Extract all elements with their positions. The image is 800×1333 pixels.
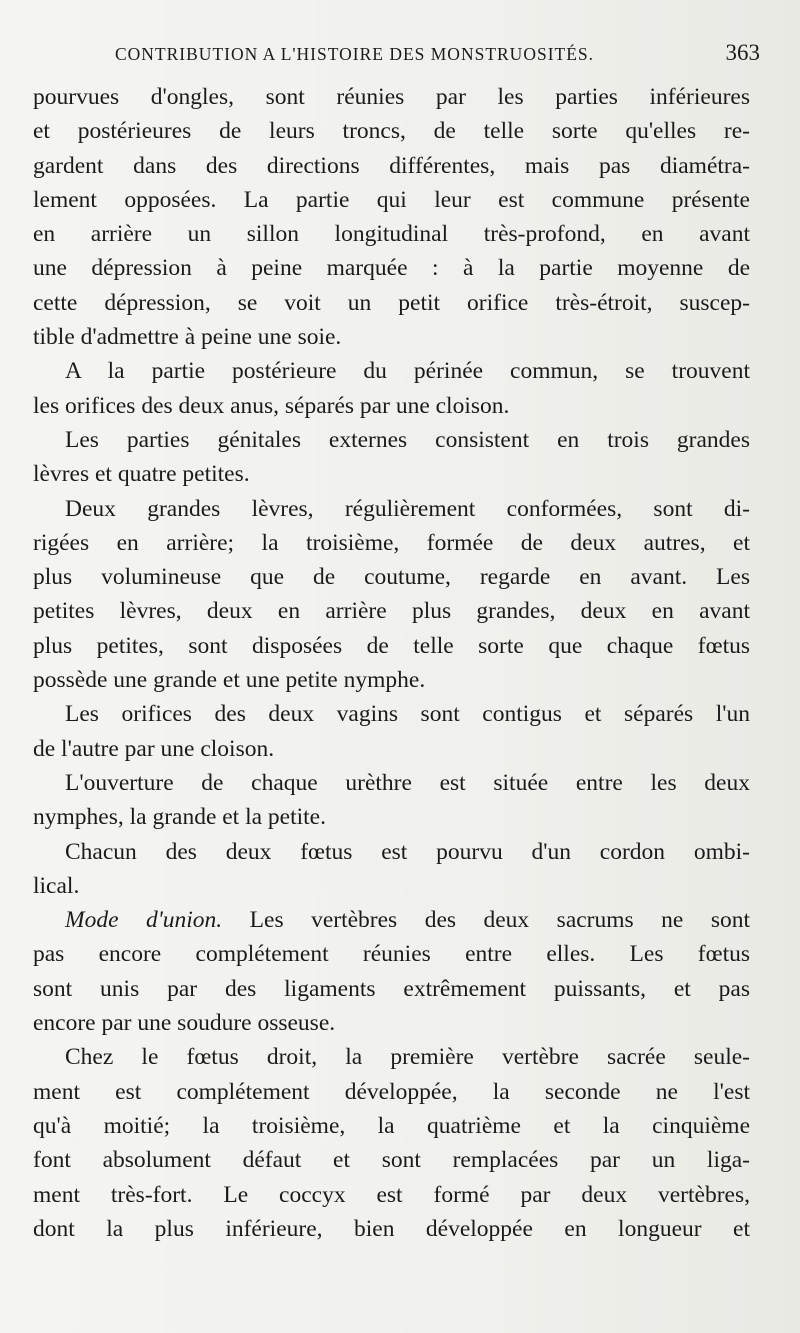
text-line: dont la plus inférieure, bien développée en longueur et [33,1215,750,1242]
text-line: qu'à moitié; la troisième, la quatrième et la cinquième [33,1112,750,1139]
text-line: plus volumineuse que de coutume, regarde en avant. Les [33,564,750,591]
text-line-rest: Les vertèbres des deux sacrums ne sont [222,907,751,934]
running-title: CONTRIBUTION A L'HISTOIRE DES MONSTRUOSITÉS. [115,44,595,64]
text-line: Les orifices des deux vagins sont contigus et séparés l'un [65,701,750,728]
text-line: les orifices des deux anus, séparés par une cloison. [33,392,510,419]
text-line: Deux grandes lèvres, régulièrement conformées, sont di- [65,495,750,522]
text-line: nymphes, la grande et la petite. [33,804,326,831]
running-head [115,40,760,70]
section-lead: Mode d'union. [65,907,223,934]
text-line: en arrière un sillon longitudinal très-profond, en avant [33,221,750,248]
text-line: ment est complétement développée, la seconde ne l'est [33,1078,750,1105]
text-line: une dépression à peine marquée : à la partie moyenne de [33,255,750,282]
text-line: Chez le fœtus droit, la première vertèbre sacrée seule- [65,1044,750,1071]
text-line: rigées en arrière; la troisième, formée de deux autres, et [33,529,750,556]
text-line: ment très-fort. Le coccyx est formé par deux vertèbres, [33,1181,750,1208]
text-line: encore par une soudure osseuse. [33,1010,336,1037]
text-line: pourvues d'ongles, sont réunies par les parties inférieures [33,84,750,110]
text-line: lèvres et quatre petites. [33,461,250,488]
text-line: Les parties génitales externes consistent en trois grandes [65,426,750,453]
text-line: cette dépression, se voit un petit orifice très-étroit, suscep- [33,289,750,316]
text-line: font absolument défaut et sont remplacées par un liga- [33,1147,750,1174]
text-line: Chacun des deux fœtus est pourvu d'un cordon ombi- [65,838,750,865]
text-line: A la partie postérieure du périnée commun, se trouvent [65,358,750,385]
text-line: plus petites, sont disposées de telle sorte que chaque fœtus [33,632,750,659]
text-line: lement opposées. La partie qui leur est commune présente [33,186,750,213]
text-line: sont unis par des ligaments extrêmement puissants, et pas [33,975,750,1002]
text-line: L'ouverture de chaque urèthre est située entre les deux [65,769,750,796]
text-line: petites lèvres, deux en arrière plus grandes, deux en avant [33,598,750,625]
text-line: possède une grande et une petite nymphe. [33,667,426,694]
text-line: gardent dans des directions différentes, mais pas diamétra- [33,152,750,179]
page-number: 363 [725,40,760,65]
text-line: de l'autre par une cloison. [33,735,275,762]
text-line: lical. [33,872,80,899]
text-line: tible d'admettre à peine une soie. [33,324,342,351]
text-line: pas encore complétement réunies entre elles. Les fœtus [33,941,750,968]
text-line [33,903,750,937]
text-line: et postérieures de leurs troncs, de telle sorte qu'elles re- [33,118,750,145]
body-text [33,80,750,1246]
